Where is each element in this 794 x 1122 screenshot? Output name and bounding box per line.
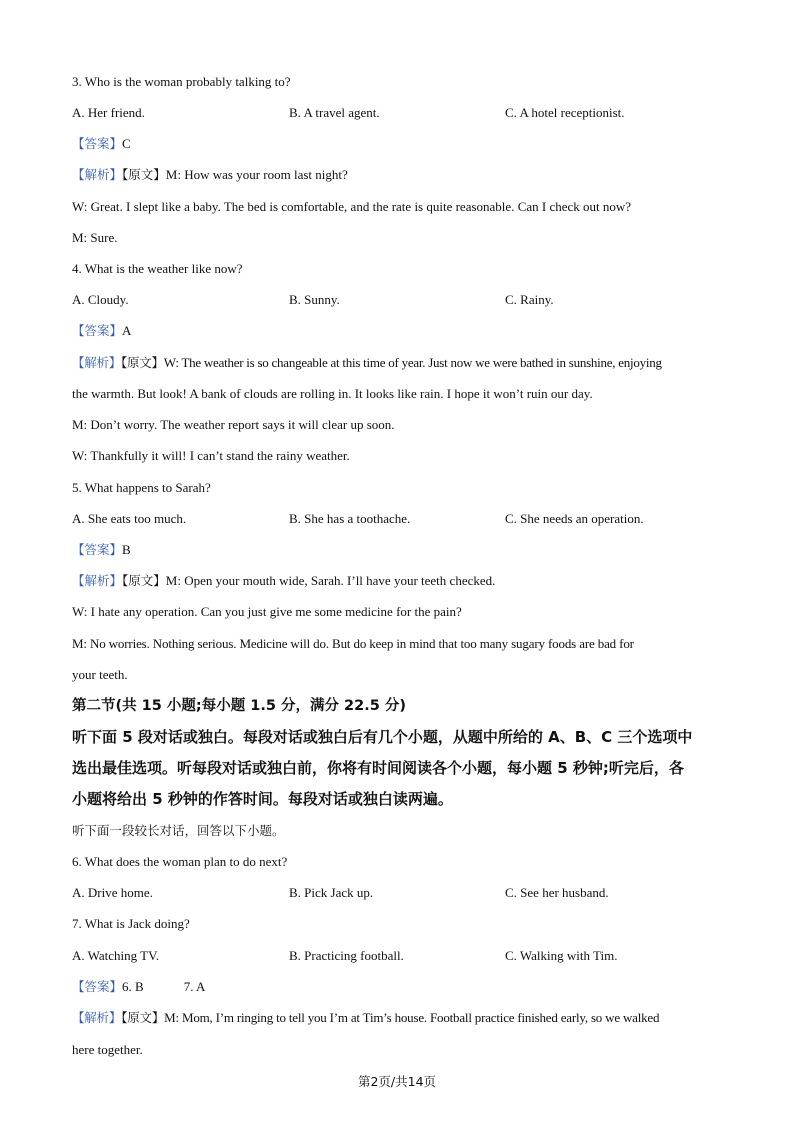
- answer-tag: 【答案】: [72, 542, 123, 557]
- answer-tag: 【答案】: [72, 136, 123, 151]
- q3-option-a: A. Her friend.: [72, 105, 145, 120]
- q3-analysis-line-1: [72, 167, 348, 183]
- q4-analysis-line-1: [72, 355, 662, 371]
- question-7: 7. What is Jack doing?: [72, 916, 190, 931]
- section-2-intro: 听下面一段较长对话，回答以下小题。: [72, 823, 285, 838]
- analysis-tag: 【解析】: [72, 167, 123, 182]
- answer-value-6: 6. B: [122, 979, 144, 994]
- q7-option-a: A. Watching TV.: [72, 948, 160, 963]
- q5-transcript-line-4: your teeth.: [72, 667, 128, 682]
- answer-value: B: [122, 542, 131, 557]
- transcript-text: M: Mom, I’m ringing to tell you I’m at Tim’s house. Football practice finished early, so we walked: [164, 1010, 660, 1025]
- q6-7-answer: [72, 979, 205, 995]
- q5-option-a: A. She eats too much.: [72, 511, 187, 526]
- q4-option-a: A. Cloudy.: [72, 292, 129, 307]
- q6-option-b: B. Pick Jack up.: [289, 885, 374, 900]
- answer-tag: 【答案】: [72, 323, 123, 338]
- q3-option-b: B. A travel agent.: [289, 105, 380, 120]
- section-2-instruction-line-1: 听下面 5 段对话或独白。每段对话或独白后有几个小题，从题中所给的 A、B、C 三个选项中: [72, 728, 693, 746]
- transcript-text: W: The weather is so changeable at this time of year. Just now we were bathed in sunshine, enjoying: [163, 355, 662, 370]
- q5-option-c: C. She needs an operation.: [505, 511, 644, 526]
- section-2-instruction-line-3: 小题将给出 5 秒钟的作答时间。每段对话或独白读两遍。: [72, 790, 453, 808]
- section-2-title: 第二节(共 15 小题;每小题 1.5 分，满分 22.5 分): [72, 698, 406, 714]
- q5-transcript-line-3: M: No worries. Nothing serious. Medicine will do. But do keep in mind that too many sugary foods are bad for: [72, 636, 634, 651]
- original-tag: 【原文】: [122, 167, 166, 182]
- q5-option-b: B. She has a toothache.: [289, 511, 411, 526]
- original-tag: 【原文】: [121, 1010, 165, 1025]
- question-5: 5. What happens to Sarah?: [72, 480, 211, 495]
- q4-transcript-line-2: the warmth. But look! A bank of clouds are rolling in. It looks like rain. I hope it won’t ruin our day.: [72, 386, 593, 401]
- analysis-tag: 【解析】: [72, 1010, 122, 1025]
- q7-option-c: C. Walking with Tim.: [505, 948, 618, 963]
- q4-transcript-line-3: M: Don’t worry. The weather report says it will clear up soon.: [72, 417, 395, 432]
- q6-option-c: C. See her husband.: [505, 885, 609, 900]
- answer-value: C: [122, 136, 131, 151]
- q4-transcript-line-4: W: Thankfully it will! I can’t stand the rainy weather.: [72, 448, 350, 463]
- q3-answer: [72, 136, 131, 152]
- analysis-tag: 【解析】: [72, 573, 123, 588]
- q6-7-transcript-line-2: here together.: [72, 1042, 143, 1057]
- q6-7-analysis-line-1: [72, 1010, 659, 1026]
- q4-option-c: C. Rainy.: [505, 292, 554, 307]
- answer-tag: 【答案】: [72, 979, 123, 994]
- original-tag: 【原文】: [122, 573, 166, 588]
- q3-transcript-line-3: M: Sure.: [72, 230, 118, 245]
- q7-option-b: B. Practicing football.: [289, 948, 404, 963]
- q3-option-c: C. A hotel receptionist.: [505, 105, 625, 120]
- q5-analysis-line-1: [72, 573, 495, 589]
- transcript-text: M: How was your room last night?: [165, 167, 348, 182]
- answer-value-7: 7. A: [183, 979, 206, 994]
- question-6: 6. What does the woman plan to do next?: [72, 854, 288, 869]
- q6-option-a: A. Drive home.: [72, 885, 153, 900]
- section-2-instruction-line-2: 选出最佳选项。听每段对话或独白前，你将有时间阅读各个小题，每小题 5 秒钟;听完后，各: [72, 759, 684, 777]
- q3-transcript-line-2: W: Great. I slept like a baby. The bed is comfortable, and the rate is quite reasonable. Can I check out now?: [72, 199, 632, 214]
- original-tag: 【原文】: [121, 355, 164, 370]
- q4-option-b: B. Sunny.: [289, 292, 340, 307]
- q4-answer: [72, 323, 131, 339]
- q5-answer: [72, 542, 131, 558]
- q5-transcript-line-2: W: I hate any operation. Can you just give me some medicine for the pain?: [72, 604, 462, 619]
- analysis-tag: 【解析】: [72, 355, 122, 370]
- page-number: 第2页/共14页: [357, 1074, 437, 1089]
- transcript-text: M: Open your mouth wide, Sarah. I’ll have your teeth checked.: [165, 573, 496, 588]
- question-4: 4. What is the weather like now?: [72, 261, 243, 276]
- answer-value: A: [122, 323, 132, 338]
- question-3: 3. Who is the woman probably talking to?: [72, 74, 291, 89]
